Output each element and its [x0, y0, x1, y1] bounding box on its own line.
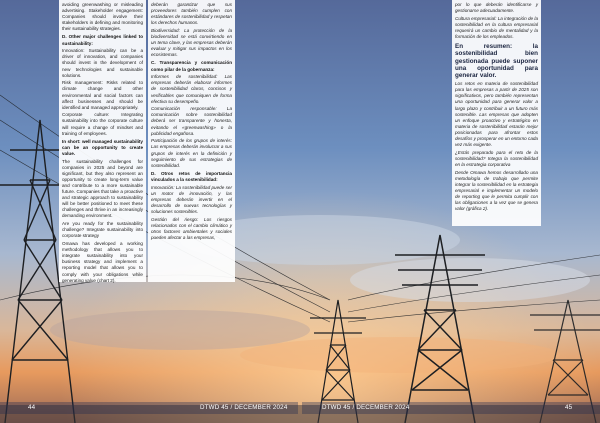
left-page-number: 44	[28, 404, 36, 411]
section-heading: In short: well managed sustainability can be an opportunity to create value.	[62, 138, 143, 156]
article-column-spanish-left	[148, 0, 235, 282]
article-column-spanish-right	[452, 0, 541, 226]
paragraph: Corporate culture: Integrating sustainability into the corporate culture will require a change of mindset and training of employees.	[62, 112, 143, 136]
page-footer	[0, 402, 600, 414]
section-heading: D. Other major challenges linked to sustainability:	[62, 34, 143, 46]
paragraph: Are you ready for the sustainability challenge? Integrate sustainability into corporate strategy	[62, 221, 143, 239]
section-heading: C. Transparencia y comunicación como pilar de la gobernanza:	[151, 60, 232, 72]
paragraph: The sustainability challenges for companies in 2025 and beyond are significant, but they also represent an opportunity to create long-term value and contribute to a more sustainable future. Companies that take a proactive and strategic approach to sustainability will be better positioned to meet these challenges and thrive in an increasingly demanding environment.	[62, 158, 143, 219]
paragraph: ¿Estás preparado para el reto de la sostenibilidad? Integra la sostenibilidad en la estrategia corporativa	[455, 149, 538, 167]
right-issue-label: DTWD 45 / DECEMBER 2024	[322, 404, 410, 411]
section-heading: D. Otros retos de importancia vinculados a la sostenibilidad:	[151, 170, 232, 182]
paragraph: Innovación: La sostenibilidad puede ser un motor de innovación, y las empresas deberán invertir en el desarrollo de nuevas tecnologías y soluciones sostenibles.	[151, 184, 232, 214]
paragraph: Desde Omawa hemos desarrollado una metodología de trabajo que permite integrar la sostenibilidad en la estrategia empresarial e implementar un modelo de reporting que le permita cumplir con las obligaciones a la vez que se genera valor (gráfica 2).	[455, 169, 538, 212]
paragraph: Participación de los grupos de interés: Las empresas deberán involucrar a sus grupos de interés en la definición y seguimiento de sus estrategias de sostenibilidad.	[151, 138, 232, 168]
paragraph: Comunicación responsable: La comunicación sobre sostenibilidad deberá ser transparente y honesta, evitando el «greenwashing» o la publicidad engañosa.	[151, 106, 232, 136]
right-page-number: 45	[565, 404, 573, 411]
paragraph: deberán garantizar que sus proveedores también cumplen con estándares de sostenibilidad y respetan los derechos humanos.	[151, 2, 232, 26]
paragraph: Biodiversidad: La protección de la biodiversidad se está convirtiendo en un tema clave, y las empresas deberán evaluar y mitigar sus impactos en los ecosistemas.	[151, 27, 232, 58]
section-heading: En resumen: la sostenibilidad bien gestionada puede suponer una oportunidad para generar valor.	[455, 43, 538, 79]
paragraph: Gestión del riesgo: Los riesgos relacionados con el cambio climático y otros factores ambientales y sociales pueden afectar a las empresas,	[151, 216, 232, 240]
paragraph: Innovation: Sustainability can be a driver of innovation, and companies should invest in the development of new technologies and sustainable solutions.	[62, 48, 143, 78]
article-column-english-continued	[59, 0, 146, 282]
paragraph: Cultura empresarial: La integración de la sostenibilidad en la cultura empresarial requerirá un cambio de mentalidad y la formación de los empleados.	[455, 15, 538, 40]
paragraph: Risk management: Risks related to climate change and other environmental and social factors can affect businesses and should be identified and managed appropriately.	[62, 80, 143, 110]
paragraph: por lo que deberán identificarse y gestionarse adecuadamente.	[455, 2, 538, 14]
paragraph: Informes de sostenibilidad: Las empresas deberán elaborar informes de sostenibilidad claros, concisos y verificables que comuniquen de forma efectiva su desempeño.	[151, 74, 232, 104]
left-issue-label: DTWD 45 / DECEMBER 2024	[200, 404, 288, 411]
paragraph: Omawa has developed a working methodology that allows you to integrate sustainability into your business strategy and implement a reporting model that allows you to comply with your obligations while generating value (chart 2).	[62, 241, 143, 283]
paragraph: avoiding greenwashing or misleading advertising. Stakeholder engagement: Companies should involve their stakeholders in defining and monitoring their sustainability strategies.	[62, 2, 143, 32]
paragraph: Los retos en materia de sostenibilidad para las empresas a partir de 2025 son significativos, pero también representan una oportunidad para generar valor a largo plazo y contribuir a un futuro más sostenible. Las empresas que adopten un enfoque proactivo y estratégico en materia de sostenibilidad estarán mejor posicionadas para afrontar estos desafíos y prosperar en un entorno cada vez más exigente.	[455, 81, 538, 148]
